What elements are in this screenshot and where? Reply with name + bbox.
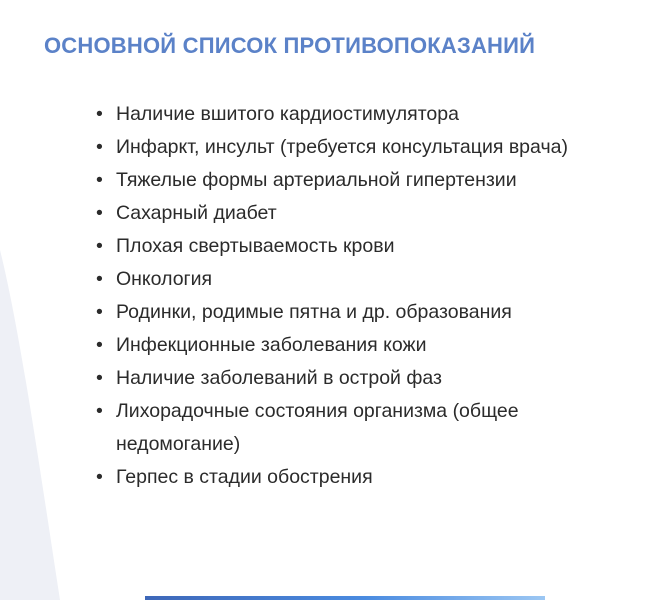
list-item: • Лихорадочные состояния организма (общее недомогание) [96,395,616,461]
list-item: • Родинки, родимые пятна и др. образования [96,296,616,329]
contraindications-list [96,98,616,494]
list-item: • Инфекционные заболевания кожи [96,329,616,362]
list-item: • Герпес в стадии обострения [96,461,616,494]
accent-bar [145,596,545,600]
list-item: • Тяжелые формы артериальной гипертензии [96,164,616,197]
list-item: • Сахарный диабет [96,197,616,230]
list-item: • Инфаркт, инсульт (требуется консультация врача) [96,131,616,164]
list-item: • Наличие заболеваний в острой фаз [96,362,616,395]
list-item: • Онкология [96,263,616,296]
list-item: • Плохая свертываемость крови [96,230,616,263]
slide-title: ОСНОВНОЙ СПИСОК ПРОТИВОПОКАЗАНИЙ [44,33,536,58]
list-item: • Наличие вшитого кардиостимулятора [96,98,616,131]
